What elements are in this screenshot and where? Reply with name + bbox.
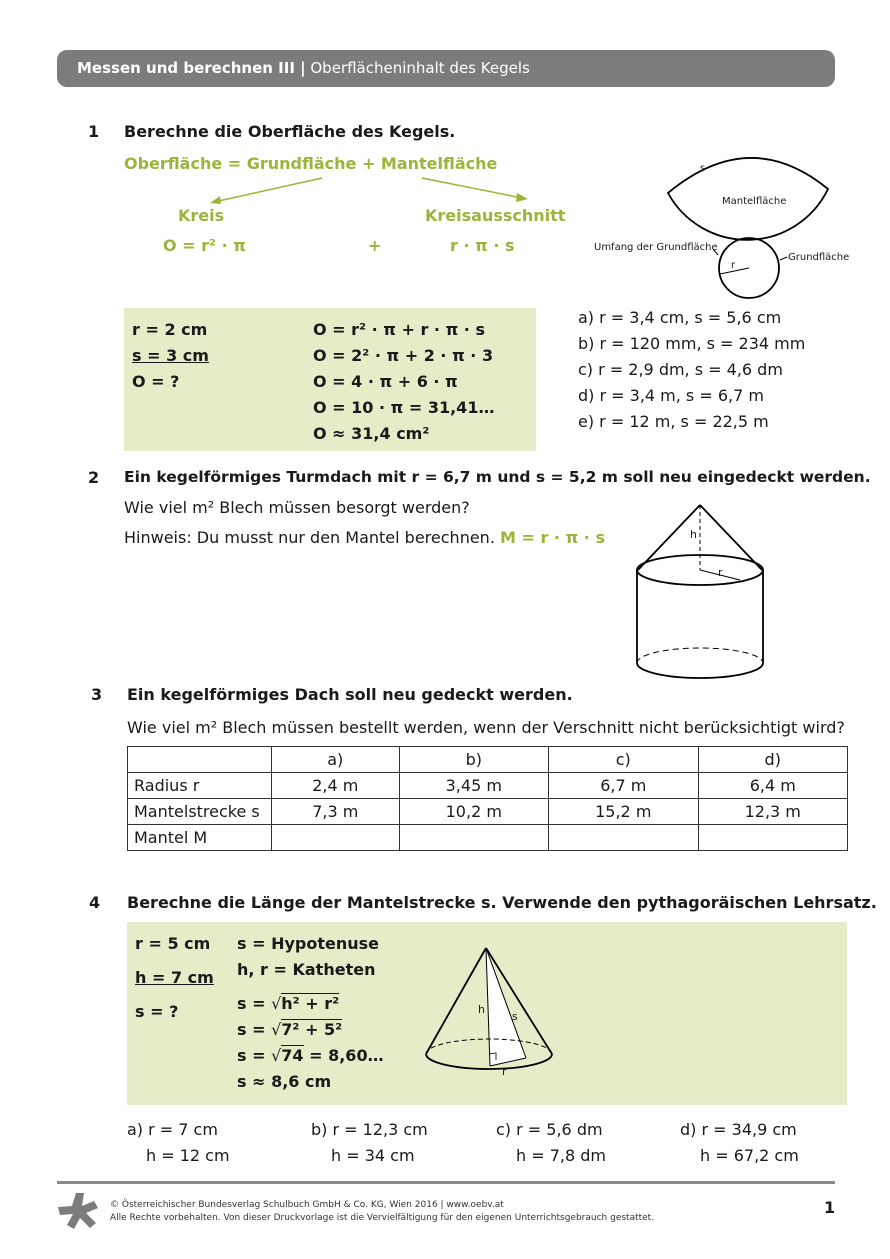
example-step4: O = 10 · π = 31,41… bbox=[313, 398, 495, 417]
calc-prefix: s = bbox=[237, 994, 272, 1013]
table-header-row bbox=[128, 747, 848, 773]
task1-exercise-b: b) r = 120 mm, s = 234 mm bbox=[578, 334, 806, 353]
calc-prefix: s = bbox=[237, 1046, 272, 1065]
kreisausschnitt-label: Kreisausschnitt bbox=[425, 206, 566, 225]
table-cell: 2,4 m bbox=[272, 773, 400, 799]
tower-roof-diagram bbox=[630, 495, 775, 690]
task2-question: Ein kegelförmiges Turmdach mit r = 6,7 m und s = 5,2 m soll neu eingedeckt werden. bbox=[124, 468, 871, 486]
task4-exercise-c-r: c) r = 5,6 dm bbox=[496, 1120, 603, 1139]
task3-question: Ein kegelförmiges Dach soll neu gedeckt werden. bbox=[127, 685, 573, 704]
task2-hint: Hinweis: Du musst nur den Mantel berechnen. bbox=[124, 528, 495, 547]
calc-radicand: 7² + 5² bbox=[281, 1020, 343, 1039]
task4-r: r = 5 cm bbox=[135, 934, 211, 953]
task1-exercise-d: d) r = 3,4 m, s = 6,7 m bbox=[578, 386, 764, 405]
example-o: O = ? bbox=[132, 372, 180, 391]
net-r-label: r bbox=[731, 260, 736, 271]
plus-sign: + bbox=[368, 236, 382, 255]
task4-katheten: h, r = Katheten bbox=[237, 960, 376, 979]
page-number: 1 bbox=[824, 1198, 836, 1217]
footer-divider bbox=[57, 1181, 835, 1184]
example-step3: O = 4 · π + 6 · π bbox=[313, 372, 458, 391]
cone-net-diagram bbox=[590, 145, 860, 305]
net-mantel-label: Mantelfläche bbox=[722, 196, 787, 207]
publisher-logo-icon bbox=[58, 1193, 100, 1229]
table-cell-answer[interactable] bbox=[272, 825, 400, 851]
example-step2: O = 2² · π + 2 · π · 3 bbox=[313, 346, 494, 365]
example-step1: O = r² · π + r · π · s bbox=[313, 320, 485, 339]
task4-exercise-b-h: h = 34 cm bbox=[331, 1146, 415, 1165]
task1-question: Berechne die Oberfläche des Kegels. bbox=[124, 122, 456, 141]
task1-exercise-a: a) r = 3,4 cm, s = 5,6 cm bbox=[578, 308, 782, 327]
task4-hypotenuse: s = Hypotenuse bbox=[237, 934, 379, 953]
task4-result: s ≈ 8,6 cm bbox=[237, 1072, 332, 1091]
net-umfang-label: Umfang der Grundfläche bbox=[594, 242, 718, 253]
table-row bbox=[128, 773, 848, 799]
task2-number: 2 bbox=[88, 468, 100, 487]
table-cell: 15,2 m bbox=[549, 799, 698, 825]
table-header-cell bbox=[128, 747, 272, 773]
footer-copyright: © Österreichischer Bundesverlag Schulbuch GmbH & Co. KG, Wien 2016 | www.oebv.at bbox=[110, 1200, 504, 1210]
cone-diagram bbox=[420, 940, 560, 1080]
task1-formula: Oberfläche = Grundfläche + Mantelfläche bbox=[124, 154, 498, 173]
task1-exercise-e: e) r = 12 m, s = 22,5 m bbox=[578, 412, 769, 431]
table-cell: 3,45 m bbox=[399, 773, 548, 799]
table-cell: 6,7 m bbox=[549, 773, 698, 799]
table-cell: Mantel M bbox=[128, 825, 272, 851]
table-cell: Radius r bbox=[128, 773, 272, 799]
table-header-cell: c) bbox=[549, 747, 698, 773]
circle-area-formula: O = r² · π bbox=[163, 236, 246, 255]
calc-line-2 bbox=[237, 1020, 342, 1039]
cone-r-label: r bbox=[502, 1065, 507, 1078]
calc-line-1 bbox=[237, 994, 339, 1013]
table-cell-answer[interactable] bbox=[399, 825, 548, 851]
table-cell-answer[interactable] bbox=[698, 825, 848, 851]
example-r: r = 2 cm bbox=[132, 320, 208, 339]
task4-exercise-b-r: b) r = 12,3 cm bbox=[311, 1120, 428, 1139]
calc-radicand: 74 bbox=[281, 1046, 304, 1065]
table-cell: 7,3 m bbox=[272, 799, 400, 825]
cone-s-label: s bbox=[512, 1010, 518, 1023]
task4-exercise-c-h: h = 7,8 dm bbox=[516, 1146, 606, 1165]
page-header bbox=[57, 50, 835, 87]
task2-hint-formula: M = r · π · s bbox=[500, 528, 605, 547]
net-s-label: s bbox=[700, 163, 706, 174]
header-section: Messen und berechnen III | bbox=[77, 59, 306, 77]
sqrt-sign: √ bbox=[271, 1020, 282, 1039]
sqrt-sign: √ bbox=[271, 1046, 282, 1065]
task1-exercise-c: c) r = 2,9 dm, s = 4,6 dm bbox=[578, 360, 783, 379]
calc-postfix: = 8,60… bbox=[303, 1046, 384, 1065]
task4-exercise-a-r: a) r = 7 cm bbox=[127, 1120, 218, 1139]
task3-table bbox=[127, 746, 848, 851]
table-header-cell: a) bbox=[272, 747, 400, 773]
calc-radicand: h² + r² bbox=[281, 994, 340, 1013]
task4-exercise-d-h: h = 67,2 cm bbox=[700, 1146, 799, 1165]
sqrt-sign: √ bbox=[271, 994, 282, 1013]
header-topic: Oberflächeninhalt des Kegels bbox=[305, 59, 530, 77]
table-cell: 6,4 m bbox=[698, 773, 848, 799]
table-cell: 10,2 m bbox=[399, 799, 548, 825]
tower-r-label: r bbox=[718, 566, 723, 579]
task4-exercise-d-r: d) r = 34,9 cm bbox=[680, 1120, 797, 1139]
task4-number: 4 bbox=[89, 893, 101, 912]
net-grund-label: Grundfläche bbox=[788, 252, 850, 263]
table-cell-answer[interactable] bbox=[549, 825, 698, 851]
calc-prefix: s = bbox=[237, 1020, 272, 1039]
task4-question: Berechne die Länge der Mantelstrecke s. Verwende den pythagoräischen Lehrsatz. bbox=[127, 893, 877, 912]
task1-number: 1 bbox=[88, 122, 100, 141]
table-header-cell: b) bbox=[399, 747, 548, 773]
task2-line2: Wie viel m² Blech müssen besorgt werden? bbox=[124, 498, 470, 517]
example-s: s = 3 cm bbox=[132, 346, 209, 365]
task3-line2: Wie viel m² Blech müssen bestellt werden, wenn der Verschnitt nicht berücksichtigt wird? bbox=[127, 718, 845, 737]
example-result: O ≈ 31,4 cm² bbox=[313, 424, 430, 443]
task4-h: h = 7 cm bbox=[135, 968, 214, 987]
sector-area-formula: r · π · s bbox=[450, 236, 515, 255]
task3-number: 3 bbox=[91, 685, 103, 704]
table-cell: 12,3 m bbox=[698, 799, 848, 825]
task4-exercise-a-h: h = 12 cm bbox=[146, 1146, 230, 1165]
cone-h-label: h bbox=[478, 1003, 485, 1016]
tower-h-label: h bbox=[690, 528, 697, 541]
table-cell: Mantelstrecke s bbox=[128, 799, 272, 825]
table-row bbox=[128, 799, 848, 825]
kreis-label: Kreis bbox=[178, 206, 225, 225]
table-row bbox=[128, 825, 848, 851]
calc-line-3 bbox=[237, 1046, 384, 1065]
task4-s: s = ? bbox=[135, 1002, 179, 1021]
footer-rights: Alle Rechte vorbehalten. Von dieser Druckvorlage ist die Vervielfältigung für den eigenen Unterrichtsgebrauch gestattet. bbox=[110, 1213, 655, 1223]
table-header-cell: d) bbox=[698, 747, 848, 773]
